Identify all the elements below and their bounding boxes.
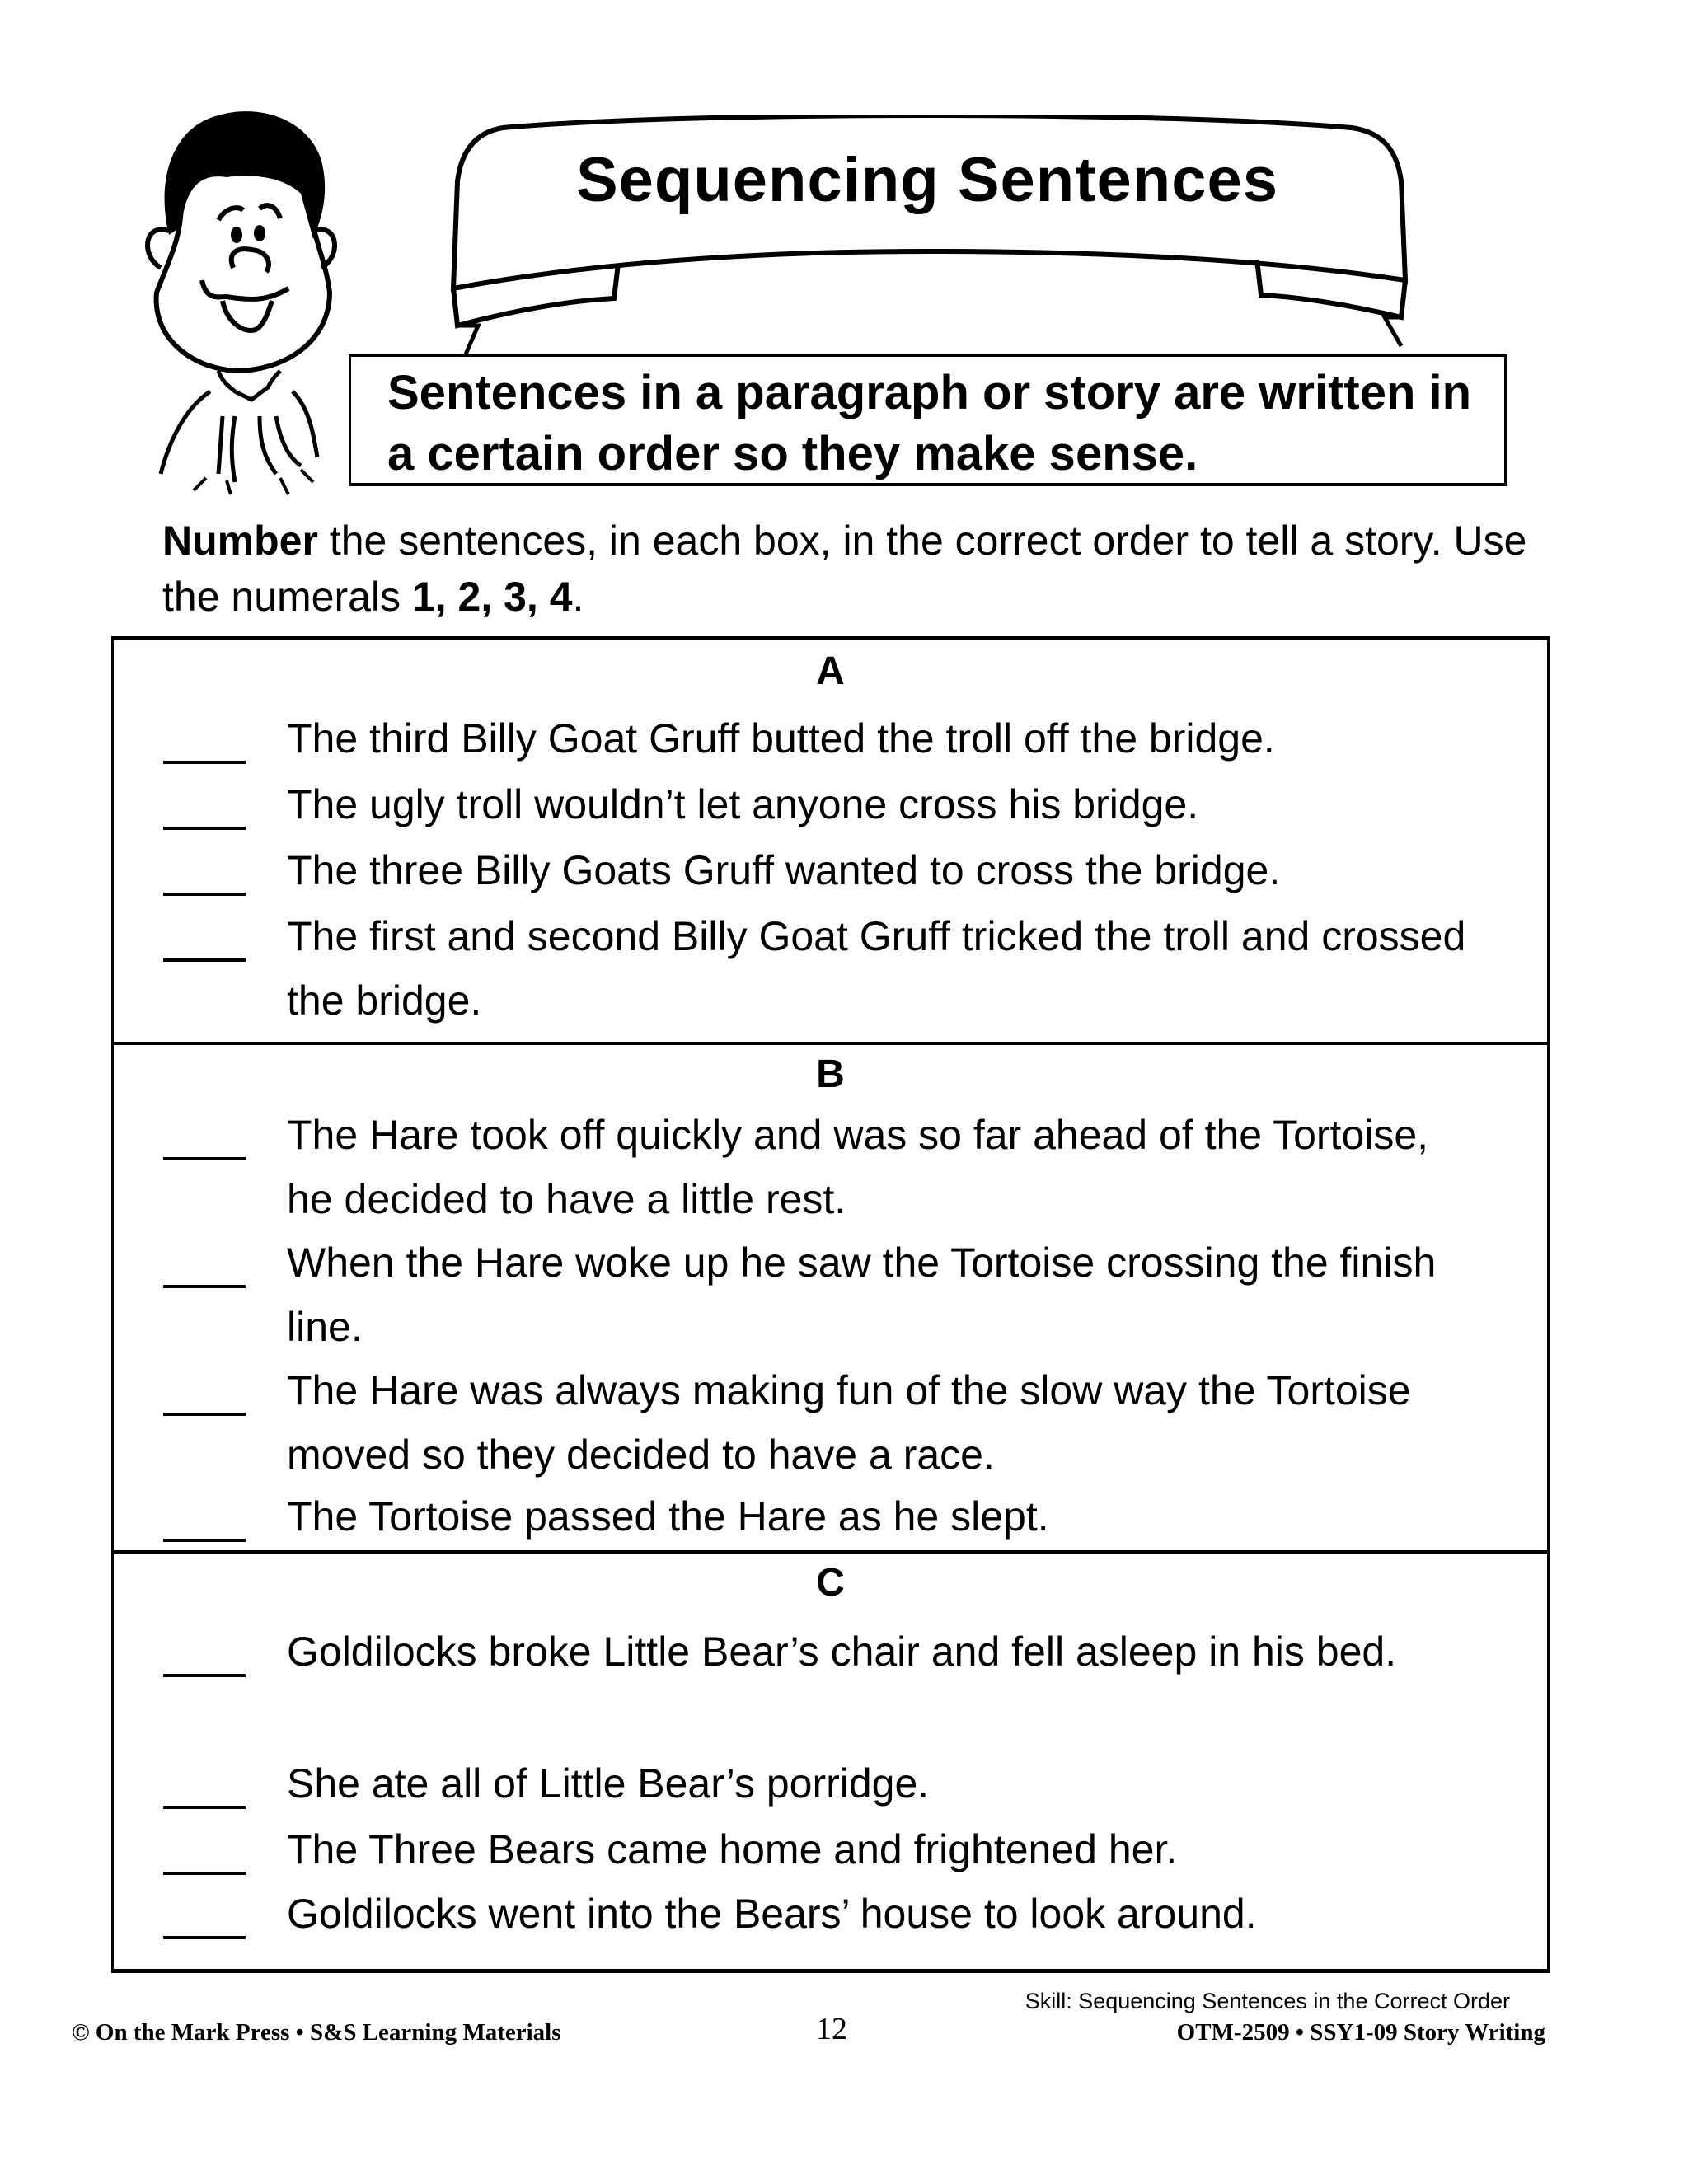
sentence-text: The third Billy Goat Gruff butted the troll off the bridge. xyxy=(287,715,1275,762)
section-label: A xyxy=(816,649,845,693)
answer-blank[interactable] xyxy=(163,1872,246,1875)
sentence-text: She ate all of Little Bear’s porridge. xyxy=(287,1760,930,1807)
answer-blank[interactable] xyxy=(163,1674,246,1677)
answer-blank[interactable] xyxy=(163,761,246,764)
sentence-text: The first and second Billy Goat Gruff tricked the troll and crossed the bridge. xyxy=(287,913,1466,1024)
instructions-end: . xyxy=(572,574,584,620)
sentence-text: The ugly troll wouldn’t let anyone cross his bridge. xyxy=(287,781,1199,827)
instructions xyxy=(162,513,1547,625)
page-number: 12 xyxy=(816,2012,847,2046)
answer-blank[interactable] xyxy=(163,1157,246,1160)
instructions-numerals: 1, 2, 3, 4 xyxy=(411,574,573,620)
section-a xyxy=(114,640,1547,1042)
page-title: Sequencing Sentences xyxy=(575,145,1279,215)
answer-blank[interactable] xyxy=(163,1285,246,1288)
sentence-text: The Tortoise passed the Hare as he slept. xyxy=(287,1493,1049,1540)
answer-blank[interactable] xyxy=(163,1539,246,1542)
sentence-text: The Hare was always making fun of the slow way the Tortoise moved so they decided to have a race. xyxy=(287,1367,1411,1478)
definition-text: Sentences in a paragraph or story are written in a certain order so they make sense. xyxy=(387,366,1472,480)
section-label: B xyxy=(816,1052,845,1096)
sentence-text: The Three Bears came home and frightened her. xyxy=(287,1826,1178,1872)
answer-blank[interactable] xyxy=(163,1806,246,1809)
section-label: C xyxy=(816,1561,845,1605)
instructions-bold-lead: Number xyxy=(162,518,318,564)
exercise-table xyxy=(111,636,1550,1973)
section-c xyxy=(114,1550,1547,1971)
answer-blank[interactable] xyxy=(163,893,246,896)
answer-blank[interactable] xyxy=(163,1936,246,1939)
sentence-text: Goldilocks went into the Bears’ house to look around. xyxy=(287,1891,1257,1937)
cartoon-boy-icon xyxy=(136,95,359,499)
instructions-text: the sentences, in each box, in the correct order to tell a story. Use the numerals xyxy=(162,518,1527,620)
answer-blank[interactable] xyxy=(163,958,246,962)
sentence-text: When the Hare woke up he saw the Tortoise crossing the finish line. xyxy=(287,1240,1437,1350)
copyright-notice: © On the Mark Press • S&S Learning Materials xyxy=(72,2019,561,2046)
sentence-text: Goldilocks broke Little Bear’s chair and fell asleep in his bed. xyxy=(287,1629,1397,1675)
sentence-text: The Hare took off quickly and was so far ahead of the Tortoise, he decided to have a little rest. xyxy=(287,1112,1429,1222)
answer-blank[interactable] xyxy=(163,827,246,830)
skill-caption: Skill: Sequencing Sentences in the Correct Order xyxy=(1025,1989,1510,2013)
answer-blank[interactable] xyxy=(163,1413,246,1416)
product-code: OTM-2509 • SSY1-09 Story Writing xyxy=(1176,2019,1545,2046)
sentence-text: The three Billy Goats Gruff wanted to cross the bridge. xyxy=(287,847,1281,893)
section-b xyxy=(114,1042,1547,1550)
